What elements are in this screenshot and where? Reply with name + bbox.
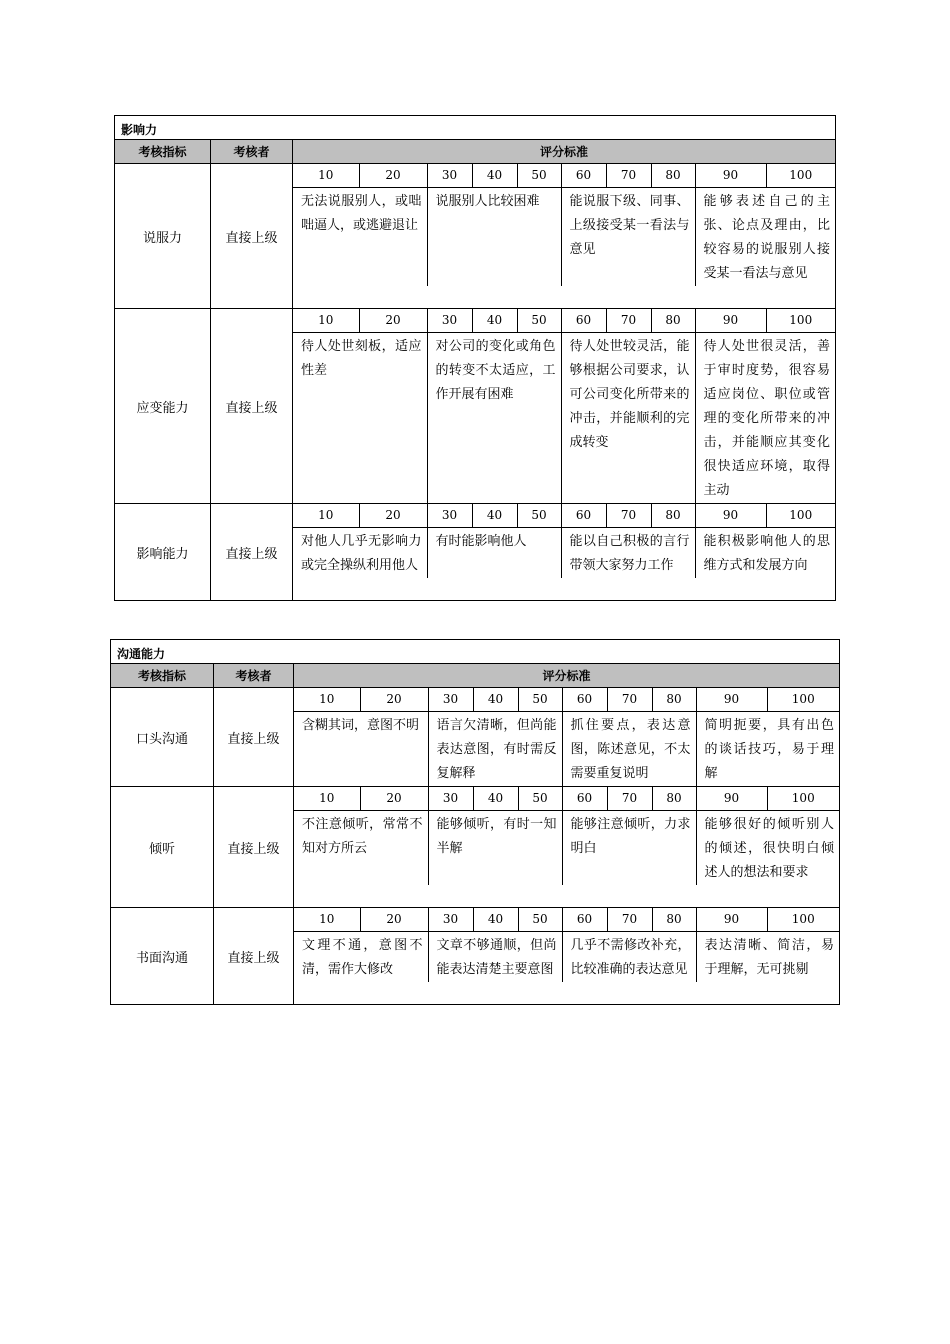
score-80: 80 [652,908,696,932]
score-10: 10 [293,164,359,188]
influence-table [114,115,836,601]
metric-label: 倾听 [111,787,214,908]
header-assessor: 考核者 [214,664,294,688]
table-row [111,908,840,1005]
score-40: 40 [473,787,518,811]
assessor-label: 直接上级 [214,787,294,908]
score-80: 80 [651,504,695,528]
score-100: 100 [766,309,835,333]
section-title: 影响力 [115,116,836,140]
score-30: 30 [428,688,473,712]
table-row [115,504,836,601]
metric-label: 影响能力 [115,504,211,601]
level-desc: 待人处世较灵活，能够根据公司要求，认可公司变化所带来的冲击，并能顺利的完成转变 [561,333,695,504]
score-60: 60 [561,504,606,528]
level-desc: 几乎不需修改补充，比较准确的表达意见 [562,932,696,983]
score-60: 60 [561,309,606,333]
level-desc: 表达清晰、简洁，易于理解，无可挑剔 [696,932,839,983]
score-40: 40 [473,688,518,712]
score-40: 40 [472,164,517,188]
score-90: 90 [696,688,767,712]
score-80: 80 [652,787,696,811]
level-desc: 对他人几乎无影响力或完全操纵利用他人 [301,534,422,573]
score-60: 60 [562,688,607,712]
header-assessor: 考核者 [211,140,293,164]
table-row [115,309,836,504]
rating-grid [293,309,836,504]
score-40: 40 [472,309,517,333]
assessor-label: 直接上级 [211,504,293,601]
score-20: 20 [360,908,428,932]
score-80: 80 [652,688,696,712]
level-desc: 语言欠清晰，但尚能表达意图，有时需反复解释 [428,712,562,787]
rating-grid [294,688,840,787]
assessor-label: 直接上级 [211,164,293,309]
score-50: 50 [518,688,562,712]
score-70: 70 [607,787,652,811]
score-10: 10 [294,787,360,811]
score-60: 60 [562,908,607,932]
score-90: 90 [695,164,766,188]
assessor-label: 直接上级 [214,688,294,787]
header-metric: 考核指标 [111,664,214,688]
table-row [111,688,840,787]
score-10: 10 [293,309,359,333]
level-desc: 能说服下级、同事、上级接受某一看法与意见 [561,188,695,287]
level-desc: 无法说服别人，或咄咄逼人，或逃避退让 [301,194,422,233]
score-50: 50 [518,787,562,811]
score-50: 50 [517,164,561,188]
score-70: 70 [607,688,652,712]
level-desc: 能够注意倾听，力求明白 [562,811,696,886]
table-row [111,787,840,908]
header-metric: 考核指标 [115,140,211,164]
score-30: 30 [427,504,472,528]
level-desc: 抓住要点，表达意图，陈述意见，不太需要重复说明 [562,712,696,787]
score-10: 10 [294,688,360,712]
rating-grid [294,908,840,1005]
score-90: 90 [696,908,767,932]
level-desc: 简明扼要，具有出色的谈话技巧，易于理解 [696,712,839,787]
level-desc: 含糊其词，意图不明 [302,718,420,733]
level-desc: 文理不通，意图不清，需作大修改 [302,938,423,977]
score-100: 100 [767,908,839,932]
score-50: 50 [518,908,562,932]
level-desc: 对公司的变化或角色的转变不太适应，工作开展有困难 [427,333,561,504]
score-20: 20 [359,164,427,188]
score-90: 90 [696,787,767,811]
score-70: 70 [606,309,651,333]
rating-grid [293,164,836,309]
score-80: 80 [651,164,695,188]
score-70: 70 [606,504,651,528]
score-20: 20 [360,787,428,811]
level-desc: 说服别人比较困难 [427,188,561,287]
score-60: 60 [561,164,606,188]
score-100: 100 [767,688,839,712]
score-70: 70 [606,164,651,188]
score-20: 20 [360,688,428,712]
score-80: 80 [651,309,695,333]
level-desc: 有时能影响他人 [427,528,561,579]
score-20: 20 [359,504,427,528]
score-30: 30 [427,309,472,333]
level-desc: 能够很好的倾听别人的倾述，很快明白倾述人的想法和要求 [696,811,839,886]
header-standard: 评分标准 [294,664,840,688]
level-desc: 能够表述自己的主张、论点及理由，比较容易的说服别人接受某一看法与意见 [695,188,835,287]
score-20: 20 [359,309,427,333]
header-standard: 评分标准 [293,140,836,164]
level-desc: 待人处世刻板，适应性差 [301,339,422,378]
assessor-label: 直接上级 [211,309,293,504]
metric-label: 说服力 [115,164,211,309]
score-30: 30 [428,908,473,932]
communication-table [110,639,840,1005]
level-desc: 文章不够通顺，但尚能表达清楚主要意图 [428,932,562,983]
assessor-label: 直接上级 [214,908,294,1005]
score-100: 100 [766,504,835,528]
score-40: 40 [473,908,518,932]
level-desc: 能够倾听，有时一知半解 [428,811,562,886]
level-desc: 不注意倾听，常常不知对方所云 [302,817,423,856]
rating-grid [293,504,836,601]
score-100: 100 [766,164,835,188]
table-row [115,164,836,309]
level-desc: 能以自己积极的言行带领大家努力工作 [561,528,695,579]
score-40: 40 [472,504,517,528]
score-30: 30 [428,787,473,811]
score-10: 10 [294,908,360,932]
score-60: 60 [562,787,607,811]
score-10: 10 [293,504,359,528]
level-desc: 能积极影响他人的思维方式和发展方向 [695,528,835,579]
score-50: 50 [517,504,561,528]
score-90: 90 [695,309,766,333]
metric-label: 口头沟通 [111,688,214,787]
rating-grid [294,787,840,908]
metric-label: 应变能力 [115,309,211,504]
score-50: 50 [517,309,561,333]
level-desc: 待人处世很灵活，善于审时度势，很容易适应岗位、职位或管理的变化所带来的冲击，并能顺应其变化很快适应环境，取得主动 [695,333,835,504]
score-100: 100 [767,787,839,811]
score-70: 70 [607,908,652,932]
metric-label: 书面沟通 [111,908,214,1005]
section-title: 沟通能力 [111,640,840,664]
score-90: 90 [695,504,766,528]
score-30: 30 [427,164,472,188]
